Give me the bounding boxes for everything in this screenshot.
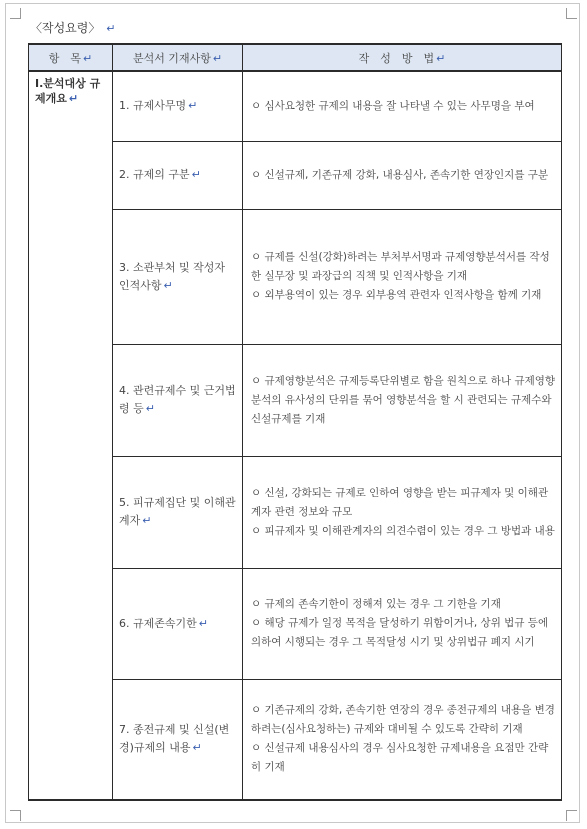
method-line: ㅇ 규제를 신설(강화)하려는 부처부서명과 규제영향분석서를 작성한 실무장 및 과장급의 직책 및 인적사항을 기재	[251, 251, 550, 282]
writing-guide-table	[28, 43, 562, 801]
method-line: ㅇ 규제의 존속기한이 정해져 있는 경우 그 기한을 기재	[251, 598, 501, 610]
method-cell[interactable]	[243, 568, 562, 679]
method-cell[interactable]	[243, 71, 562, 141]
method-line: ㅇ 규제영향분석은 규제등록단위별로 함을 원칙으로 하나 규제영향분석의 유사성의 단위를 묶어 영향분석을 할 시 관련되는 규제수와 신설규제를 기재	[251, 374, 556, 425]
method-cell[interactable]	[243, 344, 562, 456]
paragraph-mark-icon: ↵	[188, 99, 198, 113]
paragraph-mark-icon: ↵	[198, 616, 208, 630]
entry-cell[interactable]: 6. 규제존속기한 ↵	[113, 568, 243, 679]
method-line: ㅇ 피규제자 및 이해관계자의 의견수렴이 있는 경우 그 방법과 내용	[251, 524, 555, 537]
paragraph-mark-icon: ↵	[145, 402, 155, 415]
method-line: ㅇ 외부용역이 있는 경우 외부용역 관련자 인적사항을 함께 기재	[251, 289, 542, 301]
method-line: ㅇ 심사요청한 규제의 내용을 잘 나타낼 수 있는 사무명을 부여	[251, 99, 535, 112]
header-item[interactable]: 항 목 ↵	[29, 44, 113, 71]
method-line: ㅇ 해당 규제가 일정 목적을 달성하기 위함이거나, 상위 법규 등에 의하여 시행되는 경우 그 목적달성 시기 및 상위법규 폐지 시기	[251, 617, 549, 648]
paragraph-mark-icon: ↵	[142, 514, 152, 527]
method-cell[interactable]	[243, 141, 562, 209]
paragraph-mark-icon: ↵	[212, 51, 223, 65]
table-row	[29, 71, 562, 141]
entry-cell[interactable]: 7. 종전규제 및 신설(변경)규제의 내용 ↵	[113, 679, 243, 800]
item-cell[interactable]: Ⅰ.분석대상 규제개요 ↵	[29, 71, 113, 800]
page-corner-mark-top-left	[10, 8, 21, 19]
paragraph-mark-icon: ↵	[106, 22, 116, 35]
entry-cell[interactable]: 1. 규제사무명 ↵	[113, 71, 243, 141]
header-entry[interactable]: 분석서 기재사항 ↵	[113, 44, 243, 71]
paragraph-mark-icon: ↵	[83, 51, 93, 65]
entry-cell[interactable]: 2. 규제의 구분 ↵	[113, 141, 243, 209]
paragraph-mark-icon: ↵	[68, 92, 79, 105]
paragraph-mark-icon: ↵	[163, 278, 173, 292]
paragraph-mark-icon: ↵	[191, 168, 201, 181]
method-line: ㅇ 기존규제의 강화, 존속기한 연장의 경우 종전규제의 내용을 변경하려는(심사요청하는) 규제와 대비될 수 있도록 간략히 기재	[251, 704, 555, 736]
header-method[interactable]: 작 성 방 법 ↵	[243, 44, 562, 71]
method-cell[interactable]	[243, 679, 562, 800]
paragraph-mark-icon: ↵	[192, 741, 202, 755]
section-heading-text: 〈작성요령〉	[30, 21, 101, 35]
entry-cell[interactable]: 5. 피규제집단 및 이해관계자 ↵	[113, 456, 243, 568]
entry-cell[interactable]: 3. 소관부처 및 작성자 인적사항 ↵	[113, 209, 243, 344]
method-line: ㅇ 신설규제 내용심사의 경우 심사요청한 규제내용을 요점만 간략히 기재	[251, 742, 549, 774]
page-corner-mark-top-right	[566, 8, 577, 19]
section-heading[interactable]	[30, 19, 115, 36]
method-line: ㅇ 신설규제, 기존규제 강화, 내용심사, 존속기한 연장인지를 구분	[251, 168, 549, 181]
entry-cell[interactable]: 4. 관련규제수 및 근거법령 등 ↵	[113, 344, 243, 456]
method-cell[interactable]	[243, 456, 562, 568]
table-header-row	[29, 44, 562, 71]
page-corner-mark-bottom-right	[566, 810, 577, 821]
page-corner-mark-bottom-left	[10, 810, 21, 821]
paragraph-mark-icon: ↵	[436, 51, 446, 65]
method-line: ㅇ 신설, 강화되는 규제로 인하여 영향을 받는 피규제자 및 이해관계자 관련 정보와 규모	[251, 486, 549, 518]
method-cell[interactable]	[243, 209, 562, 344]
